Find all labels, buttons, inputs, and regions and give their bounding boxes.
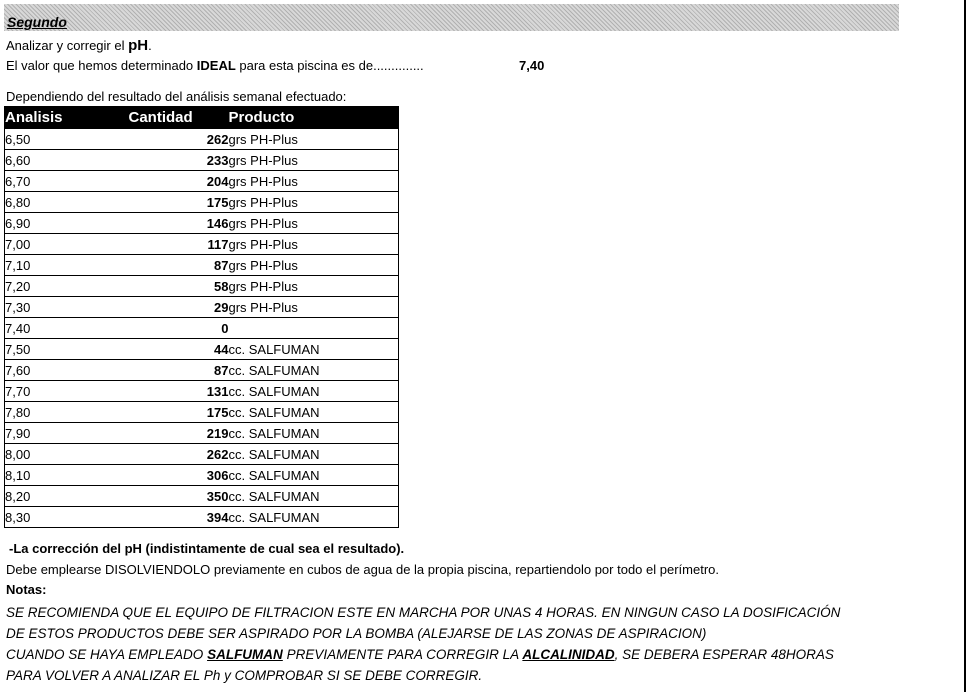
header-producto: Producto	[229, 107, 399, 129]
cell-analisis: 6,80	[5, 192, 129, 213]
cell-cantidad: 204	[129, 171, 229, 192]
cell-cantidad: 233	[129, 150, 229, 171]
cell-producto: grs PH-Plus	[229, 213, 399, 234]
cell-producto: grs PH-Plus	[229, 234, 399, 255]
table-row	[5, 171, 399, 192]
cell-producto: grs PH-Plus	[229, 171, 399, 192]
section-title: Segundo	[7, 14, 67, 30]
cell-analisis: 8,20	[5, 486, 129, 507]
notes-line-3	[6, 644, 956, 665]
notes-salfuman-emphasis: SALFUMAN	[207, 647, 283, 662]
intro-line1-ph: pH	[128, 37, 149, 54]
table-row	[5, 381, 399, 402]
cell-analisis: 7,80	[5, 402, 129, 423]
cell-cantidad: 58	[129, 276, 229, 297]
notes-alcalinidad-emphasis: ALCALINIDAD	[522, 647, 615, 662]
cell-producto: grs PH-Plus	[229, 297, 399, 318]
cell-producto: cc. SALFUMAN	[229, 423, 399, 444]
table-row	[5, 486, 399, 507]
cell-cantidad: 219	[129, 423, 229, 444]
intro-line-dependiendo: Dependiendo del resultado del análisis semanal efectuado:	[6, 89, 347, 104]
table-row	[5, 402, 399, 423]
intro-line-analizar	[6, 37, 152, 54]
cell-analisis: 6,60	[5, 150, 129, 171]
table-row	[5, 339, 399, 360]
section-header-band	[4, 4, 899, 31]
cell-cantidad: 87	[129, 255, 229, 276]
cell-producto: cc. SALFUMAN	[229, 444, 399, 465]
cell-cantidad: 44	[129, 339, 229, 360]
cell-producto: grs PH-Plus	[229, 255, 399, 276]
notes-line-2: DE ESTOS PRODUCTOS DEBE SER ASPIRADO POR LA BOMBA (ALEJARSE DE LAS ZONAS DE ASPIRACION)	[6, 626, 707, 641]
table-row	[5, 318, 399, 339]
cell-analisis: 8,30	[5, 507, 129, 528]
cell-producto: cc. SALFUMAN	[229, 507, 399, 528]
notes-recommendations	[6, 602, 956, 686]
cell-analisis: 7,10	[5, 255, 129, 276]
cell-producto: grs PH-Plus	[229, 276, 399, 297]
table-row	[5, 507, 399, 528]
notes-line3-mid: PREVIAMENTE PARA CORREGIR LA	[282, 647, 523, 662]
cell-cantidad: 0	[129, 318, 229, 339]
cell-analisis: 8,00	[5, 444, 129, 465]
intro-line1-prefix: Analizar y corregir el	[6, 38, 129, 53]
cell-analisis: 7,90	[5, 423, 129, 444]
cell-analisis: 7,20	[5, 276, 129, 297]
cell-producto	[229, 318, 399, 339]
ideal-ph-value: 7,40	[519, 58, 545, 73]
cell-cantidad: 117	[129, 234, 229, 255]
notes-line-1: SE RECOMIENDA QUE EL EQUIPO DE FILTRACION ESTE EN MARCHA POR UNAS 4 HORAS. EN NINGUN CASO LA DOSIFICACIÓN	[6, 605, 841, 620]
table-row	[5, 423, 399, 444]
cell-producto: cc. SALFUMAN	[229, 381, 399, 402]
cell-analisis: 7,60	[5, 360, 129, 381]
cell-cantidad: 131	[129, 381, 229, 402]
cell-analisis: 7,50	[5, 339, 129, 360]
cell-cantidad: 350	[129, 486, 229, 507]
cell-analisis: 6,70	[5, 171, 129, 192]
cell-producto: grs PH-Plus	[229, 150, 399, 171]
cell-analisis: 7,00	[5, 234, 129, 255]
cell-cantidad: 262	[129, 444, 229, 465]
table-row	[5, 150, 399, 171]
notes-label: Notas:	[6, 582, 47, 597]
intro-line2-prefix: El valor que hemos determinado	[6, 58, 197, 73]
table-row	[5, 465, 399, 486]
cell-cantidad: 175	[129, 192, 229, 213]
cell-producto: cc. SALFUMAN	[229, 339, 399, 360]
correction-text: Debe emplearse DISOLVIENDOLO previamente en cubos de agua de la propia piscina, repartiendolo por todo el perímetro.	[6, 562, 719, 577]
cell-producto: cc. SALFUMAN	[229, 486, 399, 507]
cell-analisis: 8,10	[5, 465, 129, 486]
cell-producto: cc. SALFUMAN	[229, 360, 399, 381]
cell-producto: grs PH-Plus	[229, 192, 399, 213]
cell-analisis: 7,70	[5, 381, 129, 402]
header-analisis: Analisis	[5, 107, 129, 129]
cell-cantidad: 394	[129, 507, 229, 528]
intro-line-ideal	[6, 58, 424, 73]
intro-line2-suffix: para esta piscina es de..............	[235, 58, 424, 73]
table-header-row	[5, 107, 399, 129]
cell-cantidad: 29	[129, 297, 229, 318]
cell-cantidad: 175	[129, 402, 229, 423]
cell-producto: grs PH-Plus	[229, 129, 399, 150]
cell-producto: cc. SALFUMAN	[229, 465, 399, 486]
header-cantidad: Cantidad	[129, 107, 229, 129]
cell-analisis: 6,50	[5, 129, 129, 150]
table-row	[5, 129, 399, 150]
notes-line3-suffix: , SE DEBERA ESPERAR 48HORAS	[614, 647, 834, 662]
table-row	[5, 360, 399, 381]
table-row	[5, 255, 399, 276]
cell-analisis: 7,30	[5, 297, 129, 318]
correction-heading: -La corrección del pH (indistintamente de cual sea el resultado).	[9, 541, 405, 556]
intro-line2-ideal: IDEAL	[196, 58, 236, 73]
cell-cantidad: 146	[129, 213, 229, 234]
table-row	[5, 192, 399, 213]
cell-cantidad: 262	[129, 129, 229, 150]
table-row	[5, 234, 399, 255]
notes-line-4: PARA VOLVER A ANALIZAR EL Ph y COMPROBAR SI SE DEBE CORREGIR.	[6, 668, 483, 683]
table-row	[5, 276, 399, 297]
cell-analisis: 7,40	[5, 318, 129, 339]
intro-line1-suffix: .	[148, 38, 152, 53]
cell-cantidad: 87	[129, 360, 229, 381]
table-row	[5, 297, 399, 318]
cell-producto: cc. SALFUMAN	[229, 402, 399, 423]
ph-dosage-table	[4, 106, 399, 528]
cell-cantidad: 306	[129, 465, 229, 486]
table-row	[5, 213, 399, 234]
table-row	[5, 444, 399, 465]
cell-analisis: 6,90	[5, 213, 129, 234]
notes-line3-prefix: CUANDO SE HAYA EMPLEADO	[6, 647, 208, 662]
page-right-border	[964, 0, 966, 692]
